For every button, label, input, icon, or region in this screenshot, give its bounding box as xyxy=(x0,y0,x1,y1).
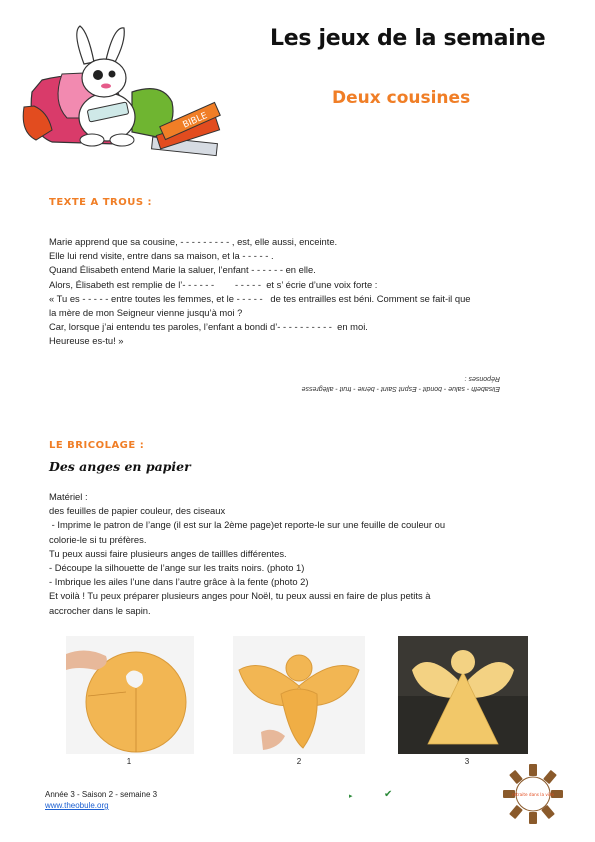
bricolage-line: accrocher dans le sapin. xyxy=(49,604,151,616)
texte-line: Elle lui rend visite, entre dans sa maison, et la - - - - - . xyxy=(49,250,274,262)
answers-text: Elisabeth - salue - bondit - Esprit Saint - bénie - fruit - allégresse xyxy=(301,385,500,392)
photo-2-angel-wings xyxy=(233,636,365,754)
bricolage-heading: LE BRICOLAGE : xyxy=(49,440,145,451)
texte-a-trous-heading: TEXTE A TROUS : xyxy=(49,197,153,208)
photo-1-cutout-circle xyxy=(66,636,194,754)
logo-text: retraite dans la ville xyxy=(512,792,554,797)
bricolage-line: des feuilles de papier couleur, des ciseaux xyxy=(49,505,226,517)
texte-line: Car, lorsque j’ai entendu tes paroles, l’enfant a bondi d’- - - - - - - - - - en moi. xyxy=(49,321,368,333)
bricolage-line: colorie-le si tu préfères. xyxy=(49,533,147,545)
bunny-reading-illustration xyxy=(22,22,257,167)
photo-3-caption: 3 xyxy=(464,757,470,766)
footer xyxy=(45,789,157,811)
upside-down-answers xyxy=(250,373,500,393)
bricolage-line: - Imbrique les ailes l’une dans l’autre grâce à la fente (photo 2) xyxy=(49,576,309,588)
bricolage-line: Matériel : xyxy=(49,491,88,502)
texte-line: la mère de mon Seigneur vienne jusqu’à moi ? xyxy=(49,307,243,319)
bricolage-line: - Découpe la silhouette de l’ange sur les traits noirs. (photo 1) xyxy=(49,562,305,574)
retraite-dans-la-ville-logo xyxy=(502,763,564,825)
footer-season: Année 3 - Saison 2 - semaine 3 xyxy=(45,790,158,799)
photo-1-caption: 1 xyxy=(126,757,132,766)
texte-line: « Tu es - - - - - entre toutes les femmes, et le - - - - - de tes entrailles est béni. Comment se fait-il que xyxy=(49,292,471,304)
footer-website-link[interactable]: www.theobule.org xyxy=(45,801,109,810)
texte-a-trous-body xyxy=(49,235,549,349)
bricolage-title: Des anges en papier xyxy=(49,459,191,474)
small-check-icon: ✔ xyxy=(384,789,393,800)
texte-line: Alors, Élisabeth est remplie de l’- - - - - - - - - - - et s’ écrie d’une voix forte : xyxy=(49,278,378,290)
bricolage-line: - Imprime le patron de l’ange (il est sur la 2ème page)et reporte-le sur une feuille de couleur ou xyxy=(49,519,446,531)
texte-line: Quand Élisabeth entend Marie la saluer, l’enfant - - - - - - en elle. xyxy=(49,264,316,276)
answers-label: Réponses : xyxy=(464,375,500,382)
small-arrow-icon: ▸ xyxy=(349,793,353,800)
photo-3-finished-angel xyxy=(398,636,528,754)
bricolage-line: Et voilà ! Tu peux préparer plusieurs anges pour Noël, tu peux aussi en faire de plus petits à xyxy=(49,590,431,602)
bricolage-line: Tu peux aussi faire plusieurs anges de taillles différentes. xyxy=(49,547,287,559)
texte-line: Heureuse es-tu! » xyxy=(49,335,124,347)
photo-2-caption: 2 xyxy=(296,757,302,766)
page-subtitle: Deux cousines xyxy=(332,88,471,108)
bricolage-body xyxy=(49,490,549,618)
texte-line: Marie apprend que sa cousine, - - - - - - - - - , est, elle aussi, enceinte. xyxy=(49,236,338,247)
page-title: Les jeux de la semaine xyxy=(270,26,546,51)
bible-book-label: BIBLE xyxy=(181,111,210,131)
